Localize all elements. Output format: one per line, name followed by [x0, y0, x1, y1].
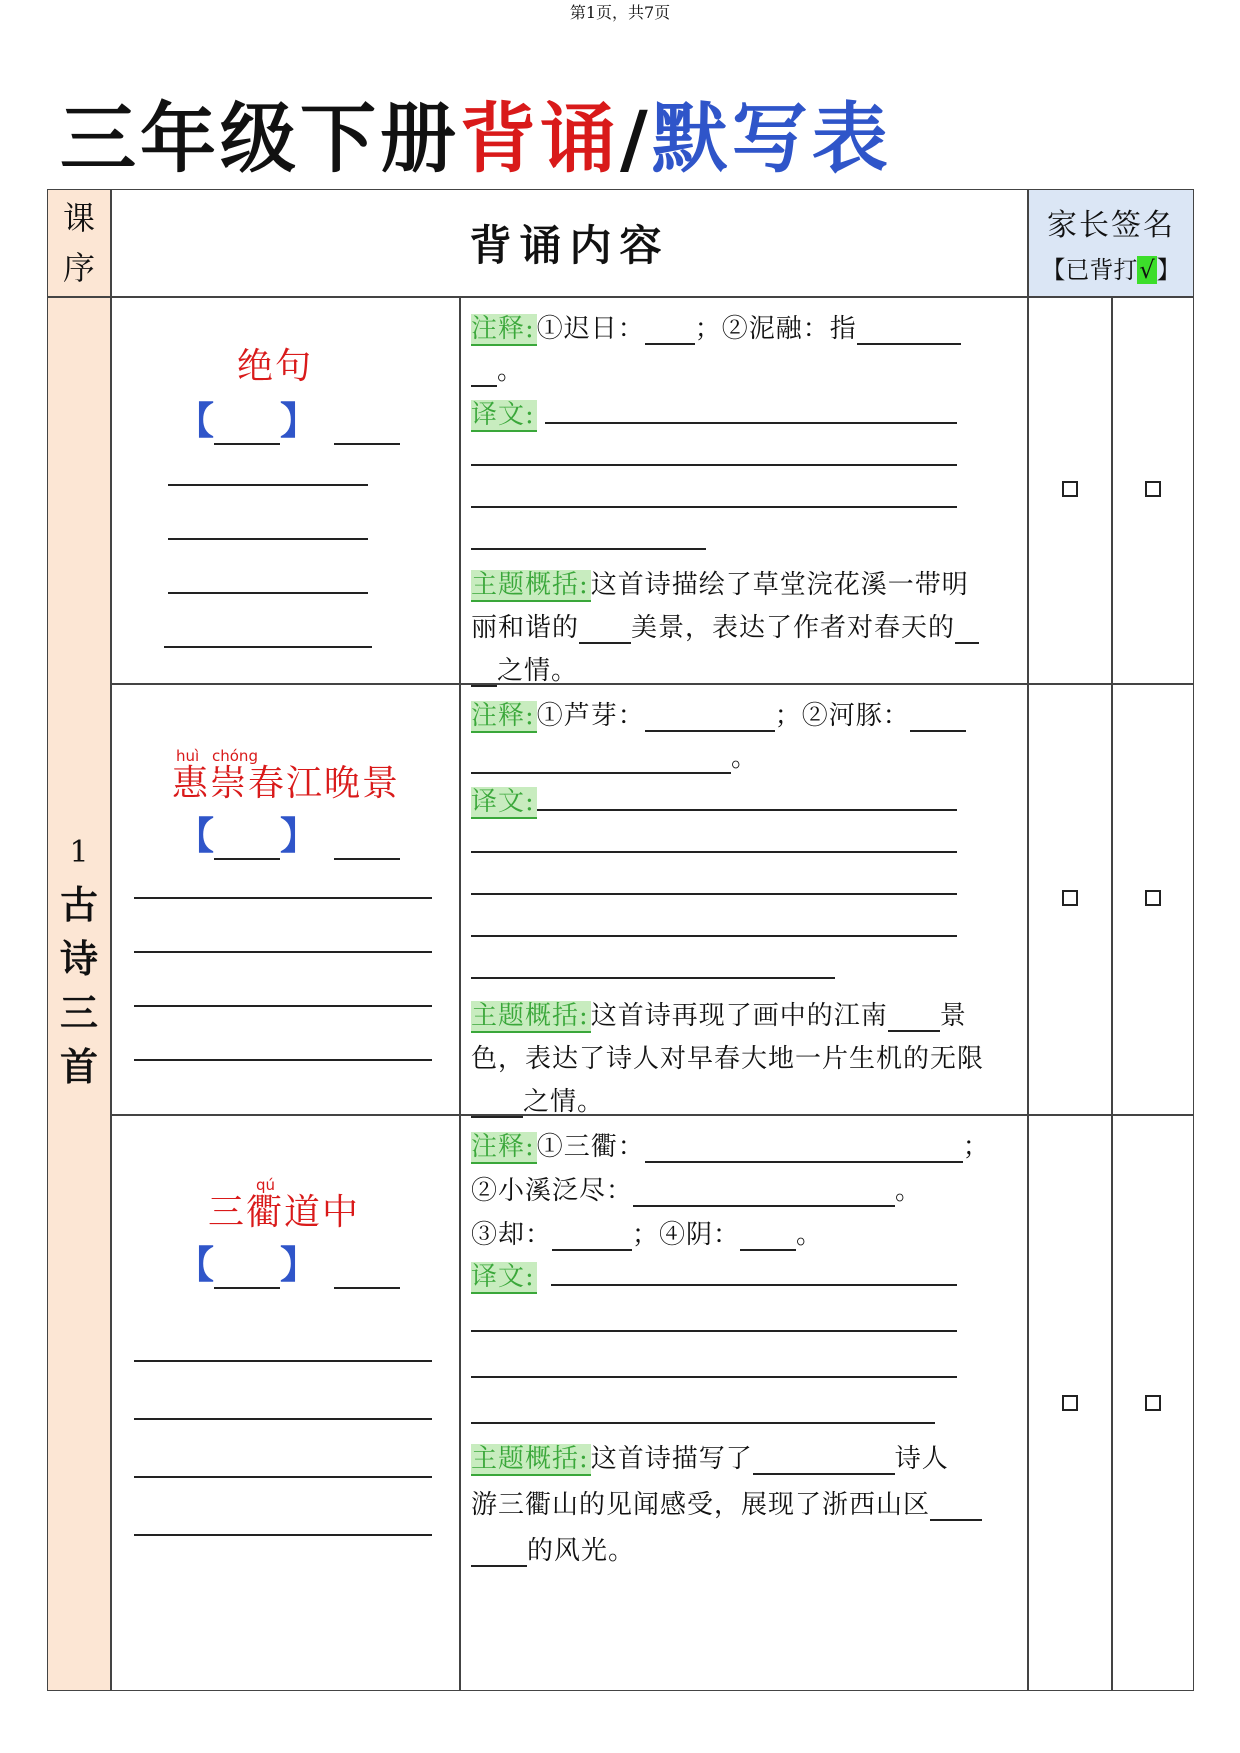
poem-1-author-row: 【 】 — [176, 390, 400, 445]
checkbox[interactable] — [1062, 481, 1078, 497]
poem-3-content-cell: 注释:①三衢： ； ②小溪泛尽： 。 ③却： ；④阴： 。 译文: 主题概括:这首诗描写了 诗人 游三衢山的见闻感受，展现了浙西山区 的风光。 — [460, 1115, 1028, 1691]
poem-1-translation-label: 译文: — [471, 400, 535, 430]
poem-2-theme: 主题概括:这首诗再现了画中的江南 景 — [471, 1001, 967, 1031]
poem-line-blank[interactable] — [134, 1059, 432, 1061]
poem-line-blank[interactable] — [134, 951, 432, 953]
translation-blank[interactable] — [471, 1376, 957, 1378]
poem-2-title: 惠崇春江晚景 — [172, 763, 401, 804]
dynasty-blank[interactable] — [214, 413, 280, 445]
poem-line-blank[interactable] — [134, 1534, 432, 1536]
poem-3-recite-cell — [111, 1115, 460, 1691]
header-content: 背诵内容 — [111, 189, 1028, 297]
sign-cell — [1028, 297, 1112, 684]
sign-cell — [1028, 1115, 1112, 1691]
translation-blank[interactable] — [471, 506, 957, 508]
poem-1-theme: 主题概括:这首诗描绘了草堂浣花溪一带明 — [471, 570, 969, 600]
poem-1-notes: 注释:①迟日： ；②泥融：指 — [471, 308, 961, 345]
checkmark-icon: √ — [1139, 256, 1155, 284]
translation-blank[interactable] — [471, 851, 957, 853]
poem-2-recite-cell — [111, 684, 460, 1115]
page-number: 第1页，共7页 — [569, 3, 671, 22]
author-blank[interactable] — [334, 828, 400, 860]
sign-cell — [1028, 684, 1112, 1115]
poem-line-blank[interactable] — [134, 1005, 432, 1007]
poem-3-author-row: 【 】 — [176, 1234, 400, 1289]
dynasty-blank[interactable] — [214, 828, 280, 860]
sign-cell — [1112, 1115, 1194, 1691]
poem-3-translation-label: 译文: — [471, 1262, 535, 1292]
poem-3-theme: 主题概括:这首诗描写了 诗人 — [471, 1444, 949, 1474]
poem-line-blank[interactable] — [134, 897, 432, 899]
author-blank[interactable] — [334, 1257, 400, 1289]
translation-blank[interactable] — [537, 809, 957, 811]
checkbox[interactable] — [1145, 1395, 1161, 1411]
translation-blank[interactable] — [471, 548, 706, 550]
author-blank[interactable] — [334, 413, 400, 445]
poem-line-blank[interactable] — [168, 592, 368, 594]
poem-line-blank[interactable] — [134, 1476, 432, 1478]
checkbox[interactable] — [1145, 890, 1161, 906]
poem-2-pinyin: chóng — [212, 747, 258, 765]
checkbox[interactable] — [1062, 890, 1078, 906]
poem-1-content-cell: 注释:①迟日： ；②泥融：指 。 译文: 主题概括:这首诗描绘了草堂浣花溪一带明 丽和谐的 美景，表达了作者对春天的 之情。 — [460, 297, 1028, 684]
poem-line-blank[interactable] — [168, 538, 368, 540]
translation-blank[interactable] — [551, 1284, 957, 1286]
poem-1-recite-cell — [111, 297, 460, 684]
page-title: 三年级下册背诵/默写表 — [60, 94, 892, 183]
poem-2-notes: 注释:①芦芽： ；②河豚： — [471, 695, 966, 732]
checkbox[interactable] — [1062, 1395, 1078, 1411]
translation-blank[interactable] — [471, 893, 957, 895]
poem-2-content-cell: 注释:①芦芽： ；②河豚： 。 译文: 主题概括:这首诗再现了画中的江南 景 色，表达了诗人对早春大地一片生机的无限 之情。 — [460, 684, 1028, 1115]
poem-line-blank[interactable] — [134, 1360, 432, 1362]
sign-cell — [1112, 297, 1194, 684]
translation-blank[interactable] — [471, 1330, 957, 1332]
lesson-label: 1 古 诗 三 首 — [47, 297, 111, 1691]
translation-blank[interactable] — [471, 1422, 935, 1424]
translation-blank[interactable] — [471, 464, 957, 466]
translation-blank[interactable] — [471, 977, 835, 979]
poem-3-title: 三衢道中 — [208, 1192, 361, 1233]
poem-3-notes: 注释:①三衢： ； — [471, 1132, 990, 1162]
header-parent-sign: 家长签名 【已背打√】 — [1028, 189, 1194, 297]
poem-1-title: 绝句 — [237, 346, 314, 387]
translation-blank[interactable] — [471, 935, 957, 937]
poem-2-pinyin: huì — [176, 747, 200, 765]
poem-line-blank[interactable] — [134, 1418, 432, 1420]
dynasty-blank[interactable] — [214, 1257, 280, 1289]
poem-2-translation-label: 译文: — [471, 787, 535, 817]
header-lesson-order: 课 序 — [47, 189, 111, 297]
checkbox[interactable] — [1145, 481, 1161, 497]
poem-line-blank[interactable] — [164, 646, 372, 648]
recitation-table — [47, 189, 1194, 1691]
poem-line-blank[interactable] — [168, 484, 368, 486]
poem-3-pinyin: qú — [256, 1176, 276, 1194]
poem-2-author-row: 【 】 — [176, 805, 400, 860]
translation-blank[interactable] — [545, 422, 957, 424]
sign-cell — [1112, 684, 1194, 1115]
